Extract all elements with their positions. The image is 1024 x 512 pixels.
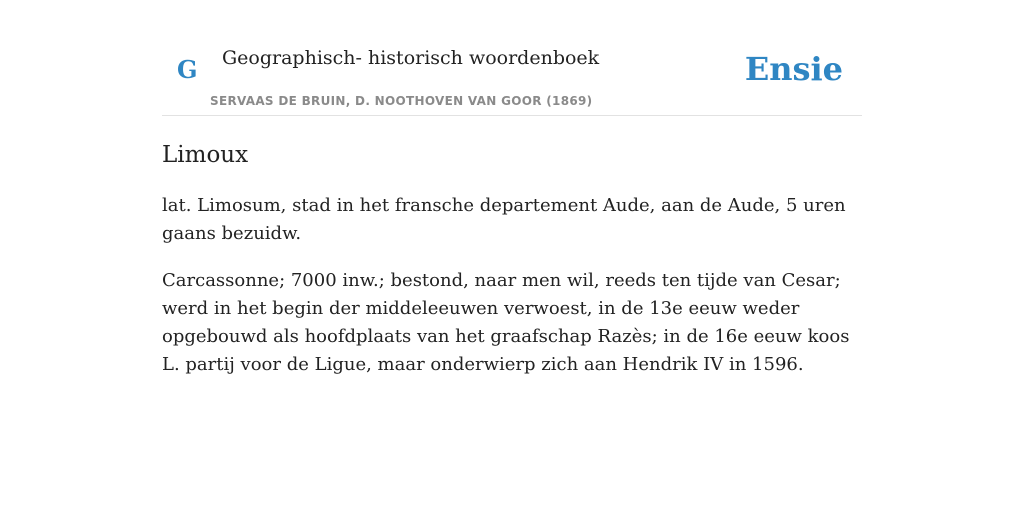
ensie-logo-link[interactable]: Ensie: [744, 50, 843, 88]
entry-paragraph: Carcassonne; 7000 inw.; bestond, naar men wil, reeds ten tijde van Cesar; werd in het begin der middeleeuwen verwoest, in de 13e eeuw weder opgebouwd als hoofdplaats van het graafschap Razès; in de 16e eeuw koos L. partij voor de Ligue, maar onderwierp zich aan Hendrik IV in 1596.: [162, 270, 850, 375]
book-title-link[interactable]: Geographisch- historisch woordenboek: [222, 47, 600, 69]
book-initial-link[interactable]: G: [177, 55, 198, 84]
content-container: [162, 0, 862, 375]
book-header: [162, 0, 862, 116]
entry-paragraph: lat. Limosum, stad in het fransche departement Aude, aan de Aude, 5 uren gaans bezuidw.: [162, 195, 846, 244]
book-authors: SERVAAS DE BRUIN, D. NOOTHOVEN VAN GOOR (1869): [210, 94, 593, 108]
entry-title: Limoux: [162, 142, 249, 168]
